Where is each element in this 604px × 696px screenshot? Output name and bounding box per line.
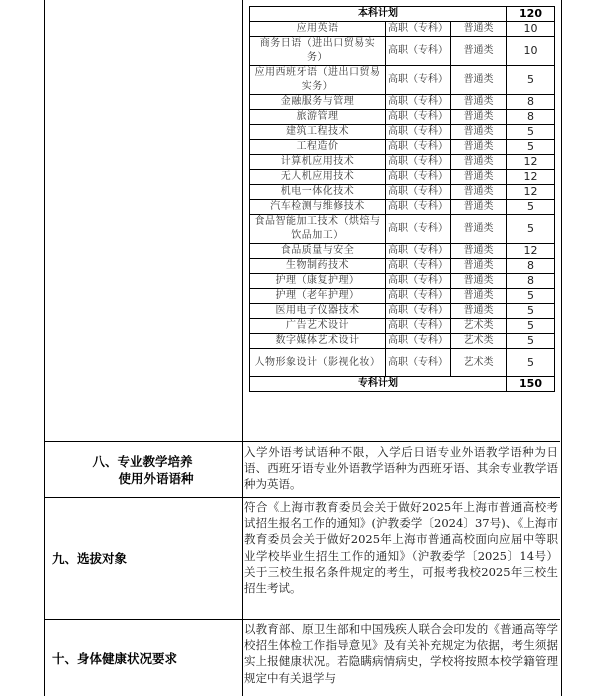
program-row (250, 140, 555, 155)
program-level: 高职（专科） (386, 259, 451, 274)
program-level: 高职（专科） (386, 110, 451, 125)
section-8-text: 入学外语考试语种不限，入学后日语专业外语教学语种为日语、西班牙语专业外语教学语种为西班牙语、其余专业教学语种为英语。 (244, 445, 558, 492)
program-category: 普通类 (451, 140, 507, 155)
program-count: 8 (507, 274, 555, 289)
program-name: 旅游管理 (250, 110, 386, 125)
program-row (250, 125, 555, 140)
program-count: 5 (507, 319, 555, 334)
program-category: 普通类 (451, 95, 507, 110)
program-row (250, 155, 555, 170)
program-level: 高职（专科） (386, 349, 451, 377)
program-count: 8 (507, 259, 555, 274)
program-level: 高职（专科） (386, 125, 451, 140)
section-8-title-line2: 使用外语语种 (118, 470, 194, 486)
program-name: 商务日语（进出口贸易实务） (250, 37, 386, 66)
program-level: 高职（专科） (386, 155, 451, 170)
section-10-text: 以教育部、原卫生部和中国残疾人联合会印发的《普通高等学校招生体检工作指导意见》及有关补充规定为依据，考生须据实上报健康状况。若隐瞒病情病史，学校将按照本校学籍管理规定中有关退学与 (244, 622, 558, 685)
program-category: 普通类 (451, 170, 507, 185)
program-row (250, 319, 555, 334)
program-count: 8 (507, 95, 555, 110)
program-category: 普通类 (451, 185, 507, 200)
program-row (250, 215, 555, 244)
program-level: 高职（专科） (386, 244, 451, 259)
program-count: 5 (507, 334, 555, 349)
program-category: 普通类 (451, 110, 507, 125)
program-name: 无人机应用技术 (250, 170, 386, 185)
program-category: 艺术类 (451, 319, 507, 334)
program-row (250, 110, 555, 125)
program-category: 艺术类 (451, 334, 507, 349)
section-8-title-line1: 八、专业教学培养 (92, 453, 193, 469)
program-category: 普通类 (451, 155, 507, 170)
program-count: 12 (507, 244, 555, 259)
undergrad-total-row (250, 7, 555, 22)
program-count: 5 (507, 66, 555, 95)
section-10-title-text: 十、身体健康状况要求 (52, 650, 178, 666)
program-row (250, 66, 555, 95)
program-category: 普通类 (451, 37, 507, 66)
program-level: 高职（专科） (386, 170, 451, 185)
vocational-total-value: 150 (507, 377, 555, 392)
program-level: 高职（专科） (386, 215, 451, 244)
program-level: 高职（专科） (386, 22, 451, 37)
program-level: 高职（专科） (386, 289, 451, 304)
undergrad-total-label: 本科计划 (250, 7, 507, 22)
program-count: 12 (507, 185, 555, 200)
program-count: 12 (507, 155, 555, 170)
program-name: 广告艺术设计 (250, 319, 386, 334)
program-category: 普通类 (451, 304, 507, 319)
program-row (250, 244, 555, 259)
program-name: 金融服务与管理 (250, 95, 386, 110)
program-category: 普通类 (451, 289, 507, 304)
program-row (250, 259, 555, 274)
enrollment-plan-table (249, 6, 555, 392)
program-category: 普通类 (451, 244, 507, 259)
section-10-title (44, 620, 242, 696)
program-name: 机电一体化技术 (250, 185, 386, 200)
program-count: 8 (507, 110, 555, 125)
program-category: 艺术类 (451, 349, 507, 377)
program-name: 应用英语 (250, 22, 386, 37)
program-name: 护理（老年护理） (250, 289, 386, 304)
program-level: 高职（专科） (386, 66, 451, 95)
program-name: 护理（康复护理） (250, 274, 386, 289)
program-level: 高职（专科） (386, 334, 451, 349)
program-row (250, 37, 555, 66)
undergrad-total-value: 120 (507, 7, 555, 22)
vocational-total-label: 专科计划 (250, 377, 507, 392)
program-count: 5 (507, 215, 555, 244)
program-category: 普通类 (451, 274, 507, 289)
program-category: 普通类 (451, 22, 507, 37)
program-row (250, 334, 555, 349)
program-name: 建筑工程技术 (250, 125, 386, 140)
program-row (250, 304, 555, 319)
program-name: 应用西班牙语（进出口贸易实务） (250, 66, 386, 95)
program-level: 高职（专科） (386, 200, 451, 215)
program-row (250, 185, 555, 200)
program-category: 普通类 (451, 259, 507, 274)
program-category: 普通类 (451, 66, 507, 95)
program-level: 高职（专科） (386, 95, 451, 110)
program-level: 高职（专科） (386, 185, 451, 200)
program-count: 5 (507, 289, 555, 304)
vocational-total-row (250, 377, 555, 392)
program-name: 计算机应用技术 (250, 155, 386, 170)
program-level: 高职（专科） (386, 304, 451, 319)
program-count: 5 (507, 304, 555, 319)
program-row (250, 200, 555, 215)
program-name: 人物形象设计（影视化妆） (250, 349, 386, 377)
program-count: 5 (507, 200, 555, 215)
section-9-title-text: 九、选拔对象 (52, 551, 128, 566)
program-count: 10 (507, 37, 555, 66)
program-name: 生物制药技术 (250, 259, 386, 274)
program-count: 5 (507, 349, 555, 377)
program-count: 10 (507, 22, 555, 37)
program-count: 5 (507, 125, 555, 140)
program-level: 高职（专科） (386, 140, 451, 155)
program-name: 汽车检测与维修技术 (250, 200, 386, 215)
program-row (250, 274, 555, 289)
program-name: 工程造价 (250, 140, 386, 155)
program-category: 普通类 (451, 215, 507, 244)
program-count: 12 (507, 170, 555, 185)
program-level: 高职（专科） (386, 319, 451, 334)
program-name: 数字媒体艺术设计 (250, 334, 386, 349)
program-category: 普通类 (451, 125, 507, 140)
program-name: 食品质量与安全 (250, 244, 386, 259)
section-9-title (44, 498, 242, 619)
program-row (250, 22, 555, 37)
program-row (250, 289, 555, 304)
section-9-text: 符合《上海市教育委员会关于做好2025年上海市普通高校考试招生报名工作的通知》(沪教委学〔2024〕37号)、《上海市教育委员会关于做好2025年上海市普通高校面向应届中等职业学校毕业生招生工作的通知》（沪教委学〔2025〕14号）关于三校生报名条件规定的考生，可报考我校2025年三校生招生考试。 (244, 500, 558, 596)
program-row (250, 95, 555, 110)
program-row (250, 170, 555, 185)
program-level: 高职（专科） (386, 37, 451, 66)
program-row (250, 349, 555, 377)
program-level: 高职（专科） (386, 274, 451, 289)
program-category: 普通类 (451, 200, 507, 215)
program-name: 食品智能加工技术（烘焙与饮品加工） (250, 215, 386, 244)
program-count: 5 (507, 140, 555, 155)
section-8-title (44, 442, 242, 497)
program-name: 医用电子仪器技术 (250, 304, 386, 319)
